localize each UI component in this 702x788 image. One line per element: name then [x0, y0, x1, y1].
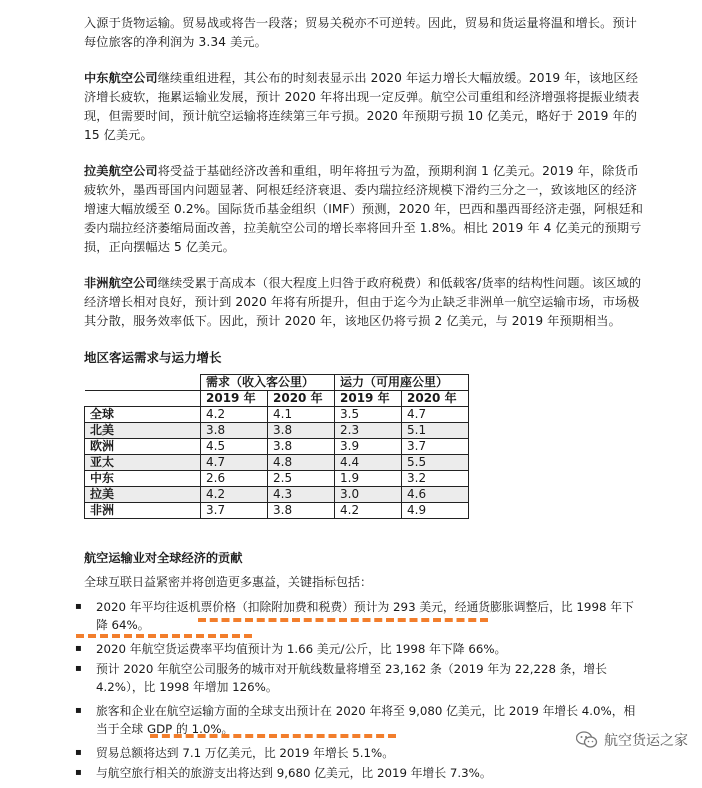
list-item: ▪ 贸易总额将达到 7.1 万亿美元，比 2019 年增长 5.1%。	[84, 744, 644, 762]
table-cell: 2.5	[268, 471, 335, 487]
paragraph-lead: 拉美航空公司	[84, 164, 158, 178]
table-row-region: 北美	[85, 423, 201, 439]
list-item: ▪ 旅客和企业在航空运输方面的全球支出预计在 2020 年将至 9,080 亿美元，比 2019 年增长 4.0%，相当于全球 GDP 的 1.0%。	[84, 702, 644, 738]
section-intro: 全球互联日益紧密并将创造更多惠益，关键指标包括：	[84, 575, 373, 589]
paragraph-intro	[84, 14, 644, 52]
table-row	[85, 423, 469, 439]
list-item: ▪ 与航空旅行相关的旅游支出将达到 9,680 亿美元，比 2019 年增长 7.3%。	[84, 764, 644, 782]
table-cell: 4.7	[402, 407, 469, 423]
list-item: ▪ 2020 年航空货运费率平均值预计为 1.66 美元/公斤，比 1998 年下降 66%。	[84, 640, 644, 658]
paragraph-text: 入源于货物运输。贸易战或将告一段落；贸易关税亦不可逆转。因此，贸易和货运量将温和增长。预计每位旅客的净利润为 3.34 美元。	[84, 16, 637, 49]
bullet-list	[84, 598, 644, 782]
table-cell: 4.6	[402, 487, 469, 503]
table-cell: 3.8	[268, 503, 335, 519]
table-row	[85, 439, 469, 455]
table-group-header-capacity: 运力（可用座公里）	[335, 375, 469, 391]
table-group-header-row	[85, 375, 469, 391]
table-cell: 4.7	[201, 455, 268, 471]
table-year-header: 2020 年	[268, 391, 335, 407]
list-item: ▪ 预计 2020 年航空公司服务的城市对开航线数量将增至 23,162 条（2019 年为 22,228 条，增长 4.2%），比 1998 年增加 126%。	[84, 660, 644, 696]
document-page	[84, 14, 644, 788]
table-cell: 3.7	[201, 503, 268, 519]
table-cell: 2.6	[201, 471, 268, 487]
paragraph-middle-east	[84, 69, 644, 145]
paragraph-africa	[84, 274, 644, 331]
paragraph-text: 将受益于基础经济改善和重组，明年将扭亏为盈，预期利润 1 亿美元。2019 年，除货币疲软外，墨西哥国内问题显著、阿根廷经济衰退、委内瑞拉经济规模下滑约三分之一，致该地区的经济增速大幅放缓至 0.2%。国际货币基金组织（IMF）预测，2020 年，巴西和墨西哥经济走强，阿根廷和委内瑞拉经济萎缩局面改善，拉美航空公司的增长率将回升至 1.8%。相比 2019 年 4 亿美元的预期亏损，正向摆幅达 5 亿美元。	[84, 164, 644, 254]
highlight-dash	[76, 634, 252, 638]
growth-table	[84, 374, 469, 519]
paragraph-text: 继续重组进程，其公布的时刻表显示出 2020 年运力增长大幅放缓。2019 年，该地区经济增长疲软，拖累运输业发展，预计 2020 年将出现一定反弹。航空公司重组和经济增强将提振业绩表现，但需要时间，预计航空运输将连续第三年亏损。2020 年预期亏损 10 亿美元，略好于 2019 年的 15 亿美元。	[84, 71, 640, 142]
table-cell: 1.9	[335, 471, 402, 487]
table-row	[85, 471, 469, 487]
table-cell: 4.2	[201, 407, 268, 423]
table-row-region: 中东	[85, 471, 201, 487]
watermark-text: 航空货运之家	[604, 733, 688, 749]
table-year-header: 2019 年	[201, 391, 268, 407]
table-cell: 5.1	[402, 423, 469, 439]
table-cell: 3.8	[268, 423, 335, 439]
highlight-dash	[198, 618, 488, 622]
table-cell: 4.3	[268, 487, 335, 503]
table-row	[85, 487, 469, 503]
table-row	[85, 407, 469, 423]
table-cell: 4.8	[268, 455, 335, 471]
table-row-region: 拉美	[85, 487, 201, 503]
table-row	[85, 455, 469, 471]
table-cell: 3.5	[335, 407, 402, 423]
table-row-region: 非洲	[85, 503, 201, 519]
table-cell: 4.2	[201, 487, 268, 503]
table-corner	[85, 375, 201, 391]
table-group-header-demand: 需求（收入客公里）	[201, 375, 335, 391]
table-row-region: 欧洲	[85, 439, 201, 455]
table-year-header-row	[85, 391, 469, 407]
table-title: 地区客运需求与运力增长	[84, 350, 222, 365]
table-cell: 3.8	[268, 439, 335, 455]
paragraph-lead: 非洲航空公司	[84, 276, 158, 290]
highlight-dash	[150, 734, 396, 738]
section-title: 航空运输业对全球经济的贡献	[84, 551, 243, 565]
wechat-icon	[576, 731, 598, 749]
table-cell: 4.9	[402, 503, 469, 519]
table-cell: 4.4	[335, 455, 402, 471]
table-cell: 4.5	[201, 439, 268, 455]
table-row	[85, 503, 469, 519]
table-cell: 3.0	[335, 487, 402, 503]
table-row-region: 全球	[85, 407, 201, 423]
paragraph-text: 继续受累于高成本（很大程度上归咎于政府税费）和低载客/货率的结构性问题。该区域的经济增长相对良好，预计到 2020 年将有所提升，但由于迄今为止缺乏非洲单一航空运输市场，市场极其分散，服务效率低下。因此，预计 2020 年，该地区仍将亏损 2 亿美元，与 2019 年预期相当。	[84, 276, 642, 328]
table-cell: 3.8	[201, 423, 268, 439]
table-cell: 3.7	[402, 439, 469, 455]
table-year-header: 2019 年	[335, 391, 402, 407]
table-cell: 2.3	[335, 423, 402, 439]
list-item: ▪ 2020 年平均往返机票价格（扣除附加费和税费）预计为 293 美元，经通货膨胀调整后，比 1998 年下降 64%。	[84, 598, 644, 634]
paragraph-latin-america	[84, 162, 644, 257]
table-year-header: 2020 年	[402, 391, 469, 407]
table-cell: 4.2	[335, 503, 402, 519]
table-cell: 5.5	[402, 455, 469, 471]
table-cell: 4.1	[268, 407, 335, 423]
paragraph-lead: 中东航空公司	[84, 71, 158, 85]
watermark	[576, 730, 688, 750]
table-cell: 3.2	[402, 471, 469, 487]
table-corner	[85, 391, 201, 407]
table-row-region: 亚太	[85, 455, 201, 471]
table-cell: 3.9	[335, 439, 402, 455]
